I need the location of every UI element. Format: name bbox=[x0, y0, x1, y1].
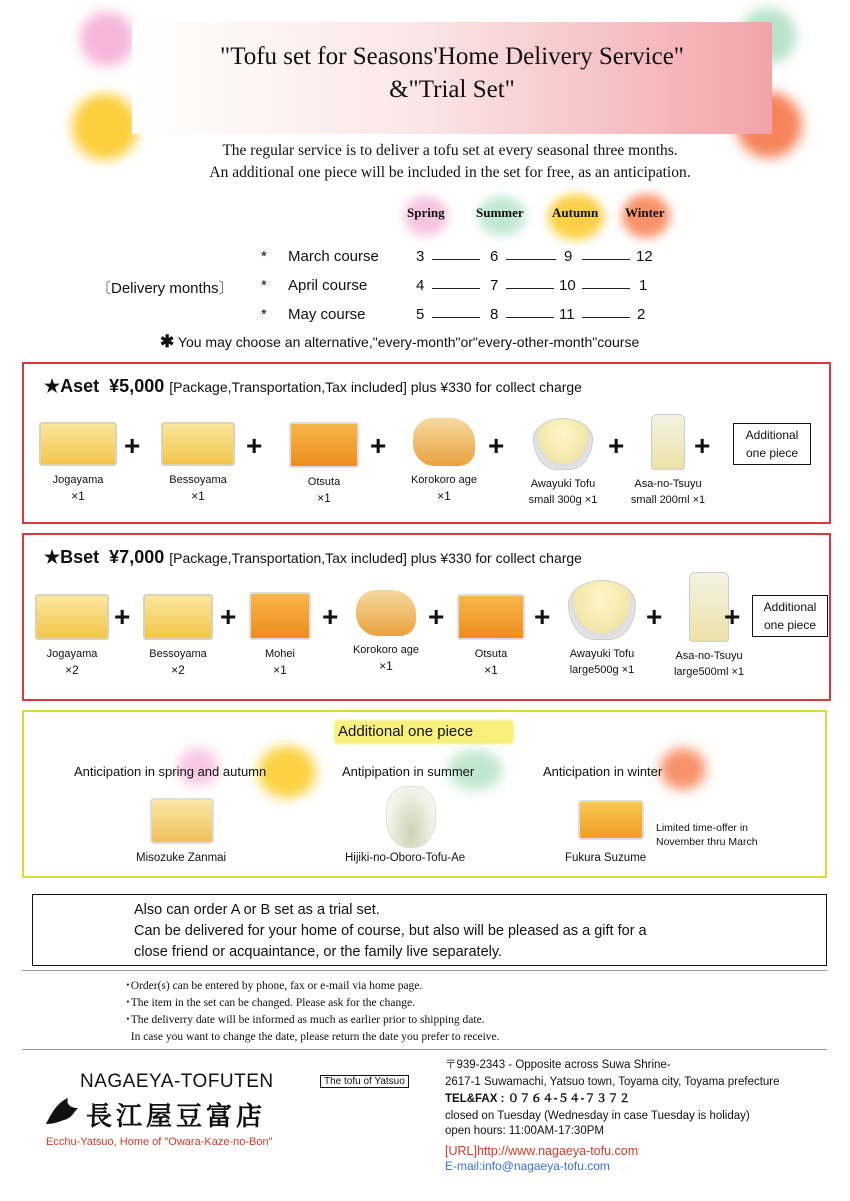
plus-sign: + bbox=[428, 601, 445, 632]
page-title: "Tofu set for Seasons'Home Delivery Service" &"Trial Set" bbox=[219, 43, 684, 103]
korokoro-age-image bbox=[356, 590, 416, 636]
aset-item-asa-no-tsuyu: Asa-no-Tsuyu small 200ml ×1 bbox=[618, 414, 718, 508]
plus-sign: + bbox=[246, 430, 263, 461]
anticipation-summer-heading: Antipipation in summer bbox=[342, 764, 475, 779]
aset-item-korokoro-age: Korokoro age ×1 bbox=[396, 418, 492, 504]
otsuta-image bbox=[289, 422, 359, 468]
order-notes: ･Order(s) can be entered by phone, fax or e-mail via home page. ･The item in the set can be changed. Please ask for the change. ･The deliverry date will be informed as much as earlier prior to shipping date. In case you want to change the date, please return the date you prefer to receive. bbox=[125, 980, 500, 1043]
plus-sign: + bbox=[608, 430, 625, 461]
korokoro-age-image bbox=[413, 418, 475, 466]
bset-item-mohei: Mohei ×1 bbox=[242, 592, 318, 678]
pink-circle-decoration bbox=[80, 12, 134, 66]
bset-item-korokoro-age: Korokoro age ×1 bbox=[340, 590, 432, 674]
season-spring: Spring bbox=[407, 205, 445, 220]
aset-item-jogayama: Jogayama ×1 bbox=[36, 422, 120, 504]
season-autumn: Autumn bbox=[552, 205, 599, 220]
misozuke-zanmai-image bbox=[150, 798, 214, 844]
plus-sign: + bbox=[694, 430, 711, 461]
shop-logo-icon bbox=[44, 1094, 84, 1130]
plus-sign: + bbox=[124, 430, 141, 461]
plus-sign: + bbox=[220, 601, 237, 632]
course-row-march: * March course 3 6 9 12 bbox=[261, 248, 653, 265]
hijiki-tofu-ae-image bbox=[386, 786, 436, 848]
misozuke-zanmai-label: Misozuke Zanmai bbox=[136, 852, 227, 864]
season-winter: Winter bbox=[625, 205, 665, 220]
plus-sign: + bbox=[488, 430, 505, 461]
email-link[interactable]: E-mail:info@nagaeya-tofu.com bbox=[445, 1159, 610, 1173]
aset-item-bessoyama: Bessoyama ×1 bbox=[156, 422, 240, 504]
aset-heading: ★Aset ¥5,000 [Package,Transportation,Tax included] plus ¥330 for collect charge bbox=[44, 376, 582, 396]
otsuta-image bbox=[457, 594, 525, 640]
mohei-image bbox=[249, 592, 311, 640]
bset-item-awayuki-tofu: Awayuki Tofu large500g ×1 bbox=[554, 580, 650, 678]
plus-sign: + bbox=[534, 601, 551, 632]
course-row-april: * April course 4 7 10 1 bbox=[261, 277, 648, 294]
bset-additional-piece-box: Additional one piece bbox=[752, 595, 828, 637]
autumn-bubble bbox=[258, 746, 316, 798]
shop-contact: 〒939-2343 - Opposite across Suwa Shrine- 2617-1 Suwamachi, Yatsuo town, Toyama city, Toyama prefecture TEL&FAX : ０７６４-５４-７３７２ closed on Tuesday (Wednesday in case Tuesday is holiday) open hours: 11:00AM-17:30PM [URL]http://www.nagaeya-tofu.com E-mail:info@nagaeya-tofu.com bbox=[445, 1059, 780, 1173]
awayuki-tofu-image bbox=[533, 418, 593, 470]
anticipation-winter-heading: Anticipation in winter bbox=[543, 764, 663, 779]
limited-offer-note: Limited time-offer in November thru March bbox=[656, 822, 758, 848]
bset-item-jogayama: Jogayama ×2 bbox=[32, 594, 112, 678]
season-summer: Summer bbox=[476, 205, 524, 220]
hijiki-tofu-ae-label: Hijiki-no-Oboro-Tofu-Ae bbox=[345, 852, 466, 864]
bessoyama-image bbox=[161, 422, 235, 466]
jogayama-image bbox=[39, 422, 117, 466]
shop-tagline: The tofu of Yatsuo bbox=[320, 1075, 409, 1088]
divider bbox=[22, 970, 827, 971]
aset-additional-piece-box: Additional one piece bbox=[733, 423, 811, 465]
additional-section-title: Additional one piece bbox=[338, 723, 474, 740]
plus-sign: + bbox=[322, 601, 339, 632]
plus-sign: + bbox=[724, 601, 741, 632]
asa-no-tsuyu-image bbox=[689, 572, 729, 642]
shop-name: NAGAEYA-TOFUTEN bbox=[80, 1071, 274, 1092]
intro-text: The regular service is to deliver a tofu set at every seasonal three months. An additional one piece will be included in the set for free, as an anticipation. bbox=[209, 142, 691, 181]
website-link[interactable]: [URL]http://www.nagaeya-tofu.com bbox=[445, 1144, 639, 1158]
course-note: ✱ You may choose an alternative,"every-month"or"every-other-month"course bbox=[160, 332, 640, 351]
jogayama-image bbox=[35, 594, 109, 640]
bset-item-asa-no-tsuyu: Asa-no-Tsuyu large500ml ×1 bbox=[660, 572, 758, 680]
shop-subtitle: Ecchu-Yatsuo, Home of "Owara-Kaze-no-Bon" bbox=[46, 1136, 273, 1148]
bset-heading: ★Bset ¥7,000 [Package,Transportation,Tax included] plus ¥330 for collect charge bbox=[44, 547, 582, 567]
bset-item-otsuta: Otsuta ×1 bbox=[452, 594, 530, 678]
awayuki-tofu-image bbox=[568, 580, 636, 640]
plus-sign: + bbox=[114, 601, 131, 632]
asa-no-tsuyu-image bbox=[651, 414, 685, 470]
shop-name-kanji: 長江屋豆富店 bbox=[86, 1102, 267, 1131]
aset-item-awayuki-tofu: Awayuki Tofu small 300g ×1 bbox=[512, 418, 614, 508]
course-row-may: * May course 5 8 11 2 bbox=[261, 306, 646, 323]
delivery-months-label: 〔Delivery months〕 bbox=[96, 280, 234, 297]
aset-item-otsuta: Otsuta ×1 bbox=[282, 422, 366, 506]
divider bbox=[22, 1049, 827, 1050]
trial-set-text: Also can order A or B set as a trial set. Can be delivered for your home of course, but also will be pleased as a gift for a close friend or acquaintance, or the family live separately. bbox=[134, 902, 647, 960]
plus-sign: + bbox=[370, 430, 387, 461]
fukura-suzume-label: Fukura Suzume bbox=[565, 852, 647, 864]
fukura-suzume-image bbox=[578, 800, 644, 840]
winter-bubble bbox=[660, 748, 706, 790]
bset-item-bessoyama: Bessoyama ×2 bbox=[138, 594, 218, 678]
plus-sign: + bbox=[646, 601, 663, 632]
bessoyama-image bbox=[143, 594, 213, 640]
anticipation-spring-autumn-heading: Anticipation in spring and autumn bbox=[74, 764, 267, 779]
